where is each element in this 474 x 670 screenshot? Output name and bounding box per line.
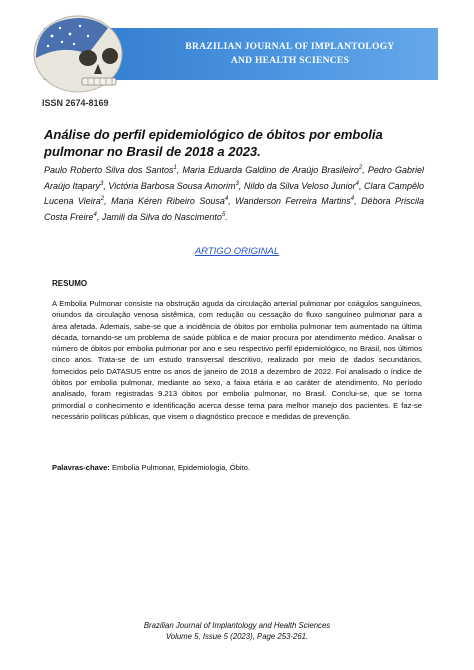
author-affiliation: 4: [350, 196, 355, 203]
author-name: Wanderson Ferreira Martins: [235, 196, 351, 207]
author-name: Victória Barbosa Sousa Amorim: [108, 180, 236, 191]
author-name: Pedro Gabriel Araújo Itapary: [44, 165, 424, 191]
journal-name-line1: BRAZILIAN JOURNAL OF IMPLANTOLOGY: [185, 42, 395, 52]
author-name: Maria Kéren Ribeiro Sousa: [111, 196, 225, 207]
author-affiliation: 3: [235, 180, 239, 187]
author-affiliation: 3: [100, 180, 104, 187]
footer-journal: Brazilian Journal of Implantology and Health Sciences: [143, 621, 331, 630]
issn-label: ISSN 2674-8169: [42, 98, 109, 108]
author-name: Jamili da Silva do Nascimento: [101, 211, 222, 222]
keywords: [52, 462, 422, 473]
keywords-value: Embolia Pulmonar, Epidemiologia, Óbito.: [111, 463, 250, 472]
author-name: Paulo Roberto Silva dos Santos: [44, 165, 174, 175]
author-name: Débora Priscila Costa Freire: [44, 196, 424, 222]
author-affiliation: 2: [358, 165, 363, 171]
author-affiliation: 4: [224, 196, 229, 203]
author-affiliation: 5: [221, 211, 226, 218]
footer-volume: Volume 5, Issue 5 (2023), Page 253-261.: [165, 632, 309, 641]
article-title: Análise do perfil epidemiológico de óbitos por embolia pulmonar no Brasil de 2018 a 2023.: [44, 127, 383, 159]
journal-name: [160, 40, 420, 68]
author-affiliation: 1: [173, 165, 177, 171]
abstract-text: A Embolia Pulmonar consiste na obstrução aguda da circulação arterial pulmonar por coágulos sanguíneos, oriundos da circulação venosa sistêmica, com redução ou cessação do fluxo sanguíneo pulmonar para a área afetada. Ademais, sabe-se que a incidência de óbitos por embolia pulmonar tem aumentado na última década, tornando-se um problema de saúde pública e de maior procura por atendimento médico. Analisar o número de óbitos por embolia pulmonar por ano e seu respectivo perfil epidemiológico, no Brasil, nos últimos cinco anos. Trata-se de um estudo transversal descritivo, realizado por meio de dados secundários, fornecidos pelo DATASUS entre os anos de janeiro de 2018 a dezembro de 2022. Foi analisado o índice de óbitos por embolia pulmonar, mediante ao sexo, a faixa etária e ao caráter de atendimento. No período analisado, foram registradas 9.213 óbitos por embolia pulmonar, no Brasil. Conclui-se, que se torna primordial o conhecimento e identificação acerca desse tema para melhor manejo dos pacientes. E faz-se necessário políticas públicas, que visem o diagnóstico precoce e medidas de prevenção.: [52, 299, 422, 421]
author-name: Nildo da Silva Veloso Junior: [243, 180, 356, 191]
abstract-heading: RESUMO: [52, 279, 88, 288]
author-name: Maria Eduarda Galdino de Araújo Brasileiro: [182, 165, 359, 175]
author-name: Clara Campêlo Lucena Vieira: [44, 180, 424, 207]
page-footer: [0, 620, 474, 642]
article-type-link[interactable]: ARTIGO ORIGINAL: [194, 246, 280, 257]
author-affiliation: 2: [100, 196, 105, 203]
author-list: Paulo Roberto Silva dos Santos$^1$, Maria Eduarda Galdino de Araújo Brasileiro$^2$, Pedro Gabriel Araújo Itapary$^3$, Victória Barbosa Sousa Amorim$^3$, Nildo da Silva Veloso Junior$^4$, Clara Campêlo Lucena Vieira$^2$, Maria Kéren Ribeiro Sousa$^4$, Wanderson Ferreira Martins$^4$, Débora Priscila Costa Freire$^4$, Jamili da Silva do Nascimento$^5$.: [44, 165, 424, 222]
keywords-label: Palavras-chave:: [52, 463, 110, 472]
author-affiliation: 4: [93, 211, 97, 218]
journal-name-line2: AND HEALTH SCIENCES: [230, 56, 350, 66]
skull-logo: [22, 14, 134, 96]
author-affiliation: 4: [355, 180, 359, 187]
